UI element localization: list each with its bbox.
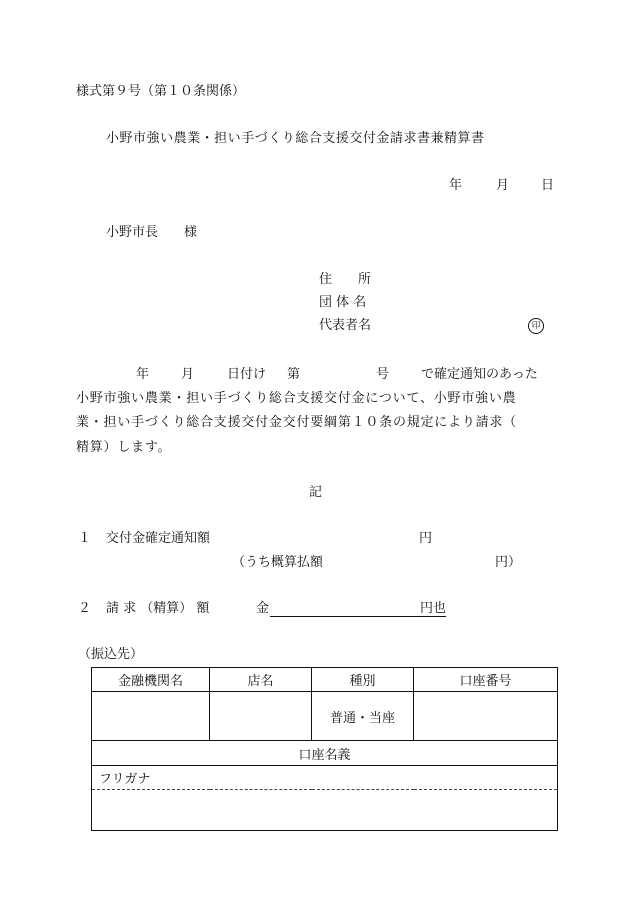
body-line2: 小野市強い農業・担い手づくり総合支援交付金について、小野市強い農 — [76, 390, 517, 406]
furigana-cell[interactable]: フリガナ — [92, 766, 558, 790]
organization-label: 団 体 名 — [319, 295, 367, 310]
item1-sub-yen: 円） — [495, 555, 522, 570]
item1-label: 交付金確定通知額 — [106, 531, 211, 546]
account-holder-name-cell[interactable] — [92, 790, 558, 831]
body-paragraph — [76, 362, 554, 460]
transfer-heading: （振込先） — [78, 647, 144, 662]
body-dai: 第 — [287, 367, 301, 382]
account-type-cell[interactable]: 普通・当座 — [312, 692, 414, 741]
form-number: 様式第９号（第１０条関係） — [76, 84, 246, 99]
account-holder-label: 口座名義 — [92, 741, 558, 766]
date-day-label: 日 — [541, 178, 555, 193]
item2-label: 請 求 （精算） 額 — [106, 601, 210, 616]
representative-label: 代表者名 — [319, 318, 372, 333]
col-account-number: 口座番号 — [414, 668, 558, 692]
branch-cell[interactable] — [210, 692, 312, 741]
account-number-cell[interactable] — [414, 692, 558, 741]
item1-number: １ — [78, 531, 92, 546]
address-label: 住 所 — [319, 272, 372, 287]
item2-yen: 円也 — [420, 601, 447, 616]
document-title: 小野市強い農業・担い手づくり総合支援交付金請求書兼精算書 — [106, 131, 485, 146]
item1-sub-label: （うち概算払額 — [232, 555, 324, 570]
col-bank-name: 金融機関名 — [92, 668, 210, 692]
amount-underline — [270, 616, 420, 617]
bank-name-cell[interactable] — [92, 692, 210, 741]
item2-number: ２ — [78, 601, 92, 616]
seal-mark: 印 — [528, 318, 544, 334]
body-month: 月 — [181, 367, 195, 382]
body-year: 年 — [136, 367, 150, 382]
addressee: 小野市長 様 — [106, 225, 198, 240]
body-line1-end: で確定通知のあった — [421, 367, 538, 382]
body-line4: 精算）します。 — [76, 439, 172, 455]
bank-account-table — [91, 667, 558, 831]
date-month-label: 月 — [496, 178, 510, 193]
body-date: 日付け — [227, 367, 267, 382]
item1-yen: 円 — [419, 531, 433, 546]
ki-heading: 記 — [309, 485, 323, 500]
body-go: 号 — [376, 367, 390, 382]
item2-kin: 金 — [256, 601, 270, 616]
body-line3: 業・担い手づくり総合支援交付金交付要綱第１０条の規定により請求（ — [76, 415, 517, 430]
date-year-label: 年 — [449, 178, 463, 193]
col-branch: 店名 — [210, 668, 312, 692]
col-account-type: 種別 — [312, 668, 414, 692]
